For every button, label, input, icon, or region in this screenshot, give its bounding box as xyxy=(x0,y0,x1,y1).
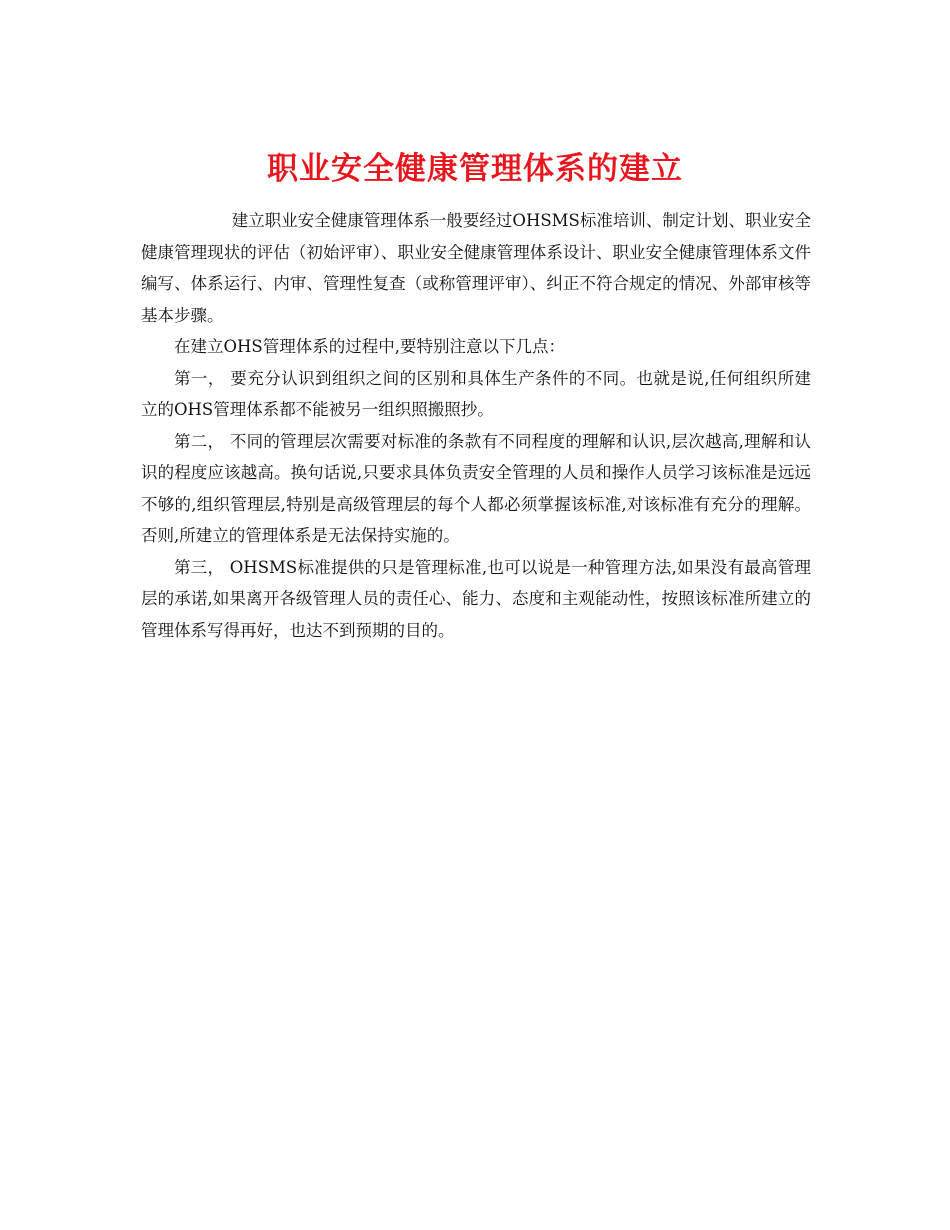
paragraph-intro: 建立职业安全健康管理体系一般要经过OHSMS标准培训、制定计划、职业安全健康管理现状的评估（初始评审）、职业安全健康管理体系设计、职业安全健康管理体系文件编写、体系运行、内审、管理性复查（或称管理评审）、纠正不符合规定的情况、外部审核等基本步骤。 xyxy=(141,211,811,325)
paragraph-point-three: 第三， OHSMS标准提供的只是管理标准,也可以说是一种管理方法,如果没有最高管理层的承诺,如果离开各级管理人员的责任心、能力、态度和主观能动性，按照该标准所建立的管理体系写得再好，也达不到预期的目的。 xyxy=(141,557,811,640)
paragraph-notes-intro: 在建立OHS管理体系的过程中,要特别注意以下几点： xyxy=(174,337,565,356)
document-title: 职业安全健康管理体系的建立 xyxy=(267,150,683,187)
document-body xyxy=(141,205,811,646)
paragraph-point-two: 第二， 不同的管理层次需要对标准的条款有不同程度的理解和认识,层次越高,理解和认识的程度应该越高。换句话说,只要求具体负责安全管理的人员和操作人员学习该标准是远远不够的,组织管理层,特别是高级管理层的每个人都必须掌握该标准,对该标准有充分的理解。否则,所建立的管理体系是无法保持实施的。 xyxy=(141,431,811,545)
paragraph-point-one: 第一， 要充分认识到组织之间的区别和具体生产条件的不同。也就是说,任何组织所建立的OHS管理体系都不能被另一组织照搬照抄。 xyxy=(141,368,811,419)
